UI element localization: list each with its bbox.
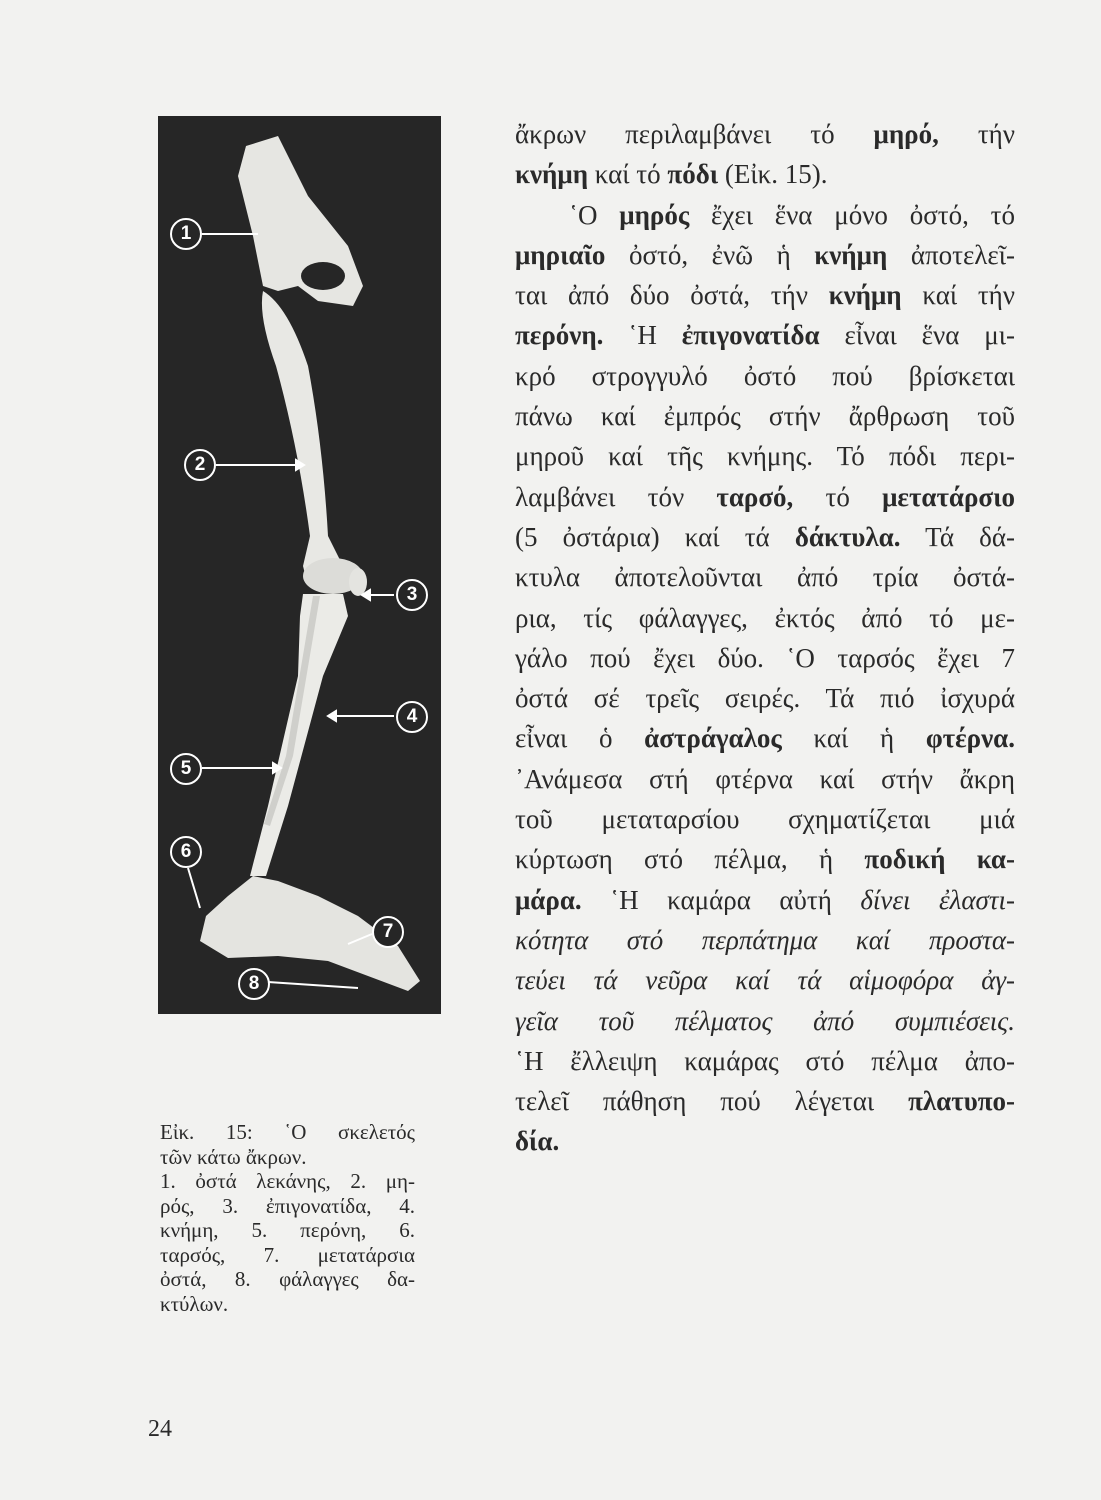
label-7-metatarsals: 7: [372, 916, 404, 948]
label-6-tarsus: 6: [170, 836, 202, 868]
body-text: ἄκρων περιλαμβάνει τό μηρό, τήν κνήμη καί τό πόδι (Εἰκ. 15). ῾Ο μηρός ἔχει ἕνα μόνο ὀστό, τό μηριαῖο ὀστό, ἐνῶ ἡ κνήμη ἀποτελεῖ- ται ἀπό δύο ὀστά, τήν κνήμη καί τήν περόνη. ῾Η ἐπιγονατίδα εἶναι ἕνα μι- κρό στρογγυλό ὀστό πού βρίσκεται πάνω καί ἐμπρός στήν ἄρθρωση τοῦ μηροῦ καί τῆς κνήμης. Τό πόδι περι- λαμβάνει τόν ταρσό, τό μετατάρσιο (5 ὀστάρια) καί τά δάκτυλα. Τά δά- κτυλα ἀποτελοῦνται ἀπό τρία ὀστά- ρια, τίς φάλαγγες, ἐκτός ἀπό τό με- γάλο πού ἔχει δύο. ῾Ο ταρσός ἔχει 7 ὀστά σέ τρεῖς σειρές. Τά πιό ἰσχυρά εἶναι ὁ ἀστράγαλος καί ἡ φτέρνα. ᾿Ανάμεσα στή φτέρνα καί στήν ἄκρη τοῦ μεταταρσίου σχηματίζεται μιά κύρτωση στό πέλμα, ἡ ποδική κα- μάρα. ῾Η καμάρα αὐτή δίνει ἐλαστι- κότητα στό περπάτημα καί προστα- τεύει τά νεῦρα καί τά αἱμοφόρα ἀγ- γεῖα τοῦ πέλματος ἀπό συμπιέσεις. ῾Η ἔλλειψη καμάρας στό πέλμα ἀπο- τελεῖ πάθηση πού λέγεται πλατυπο- δία.: [515, 119, 1016, 1157]
page-number: 24: [148, 1416, 172, 1442]
label-8-phalanges: 8: [238, 968, 270, 1000]
label-2-femur: 2: [184, 449, 216, 481]
label-4-tibia: 4: [396, 701, 428, 733]
label-5-fibula: 5: [170, 753, 202, 785]
label-1-pelvis: 1: [170, 218, 202, 250]
skeleton-figure: [158, 116, 441, 1014]
figure-caption: Εἰκ. 15: ῾Ο σκελετός τῶν κάτω ἄκρων. 1. ὀστά λεκάνης, 2. μη- ρός, 3. ἐπιγονατίδα, 4. κνήμη, 5. περόνη, 6. ταρσός, 7. μετατάρσια ὀστά, 8. φάλαγγες δα- κτύλων.: [160, 1120, 415, 1316]
label-3-patella: 3: [396, 579, 428, 611]
skeleton-illustration: [158, 116, 441, 1014]
